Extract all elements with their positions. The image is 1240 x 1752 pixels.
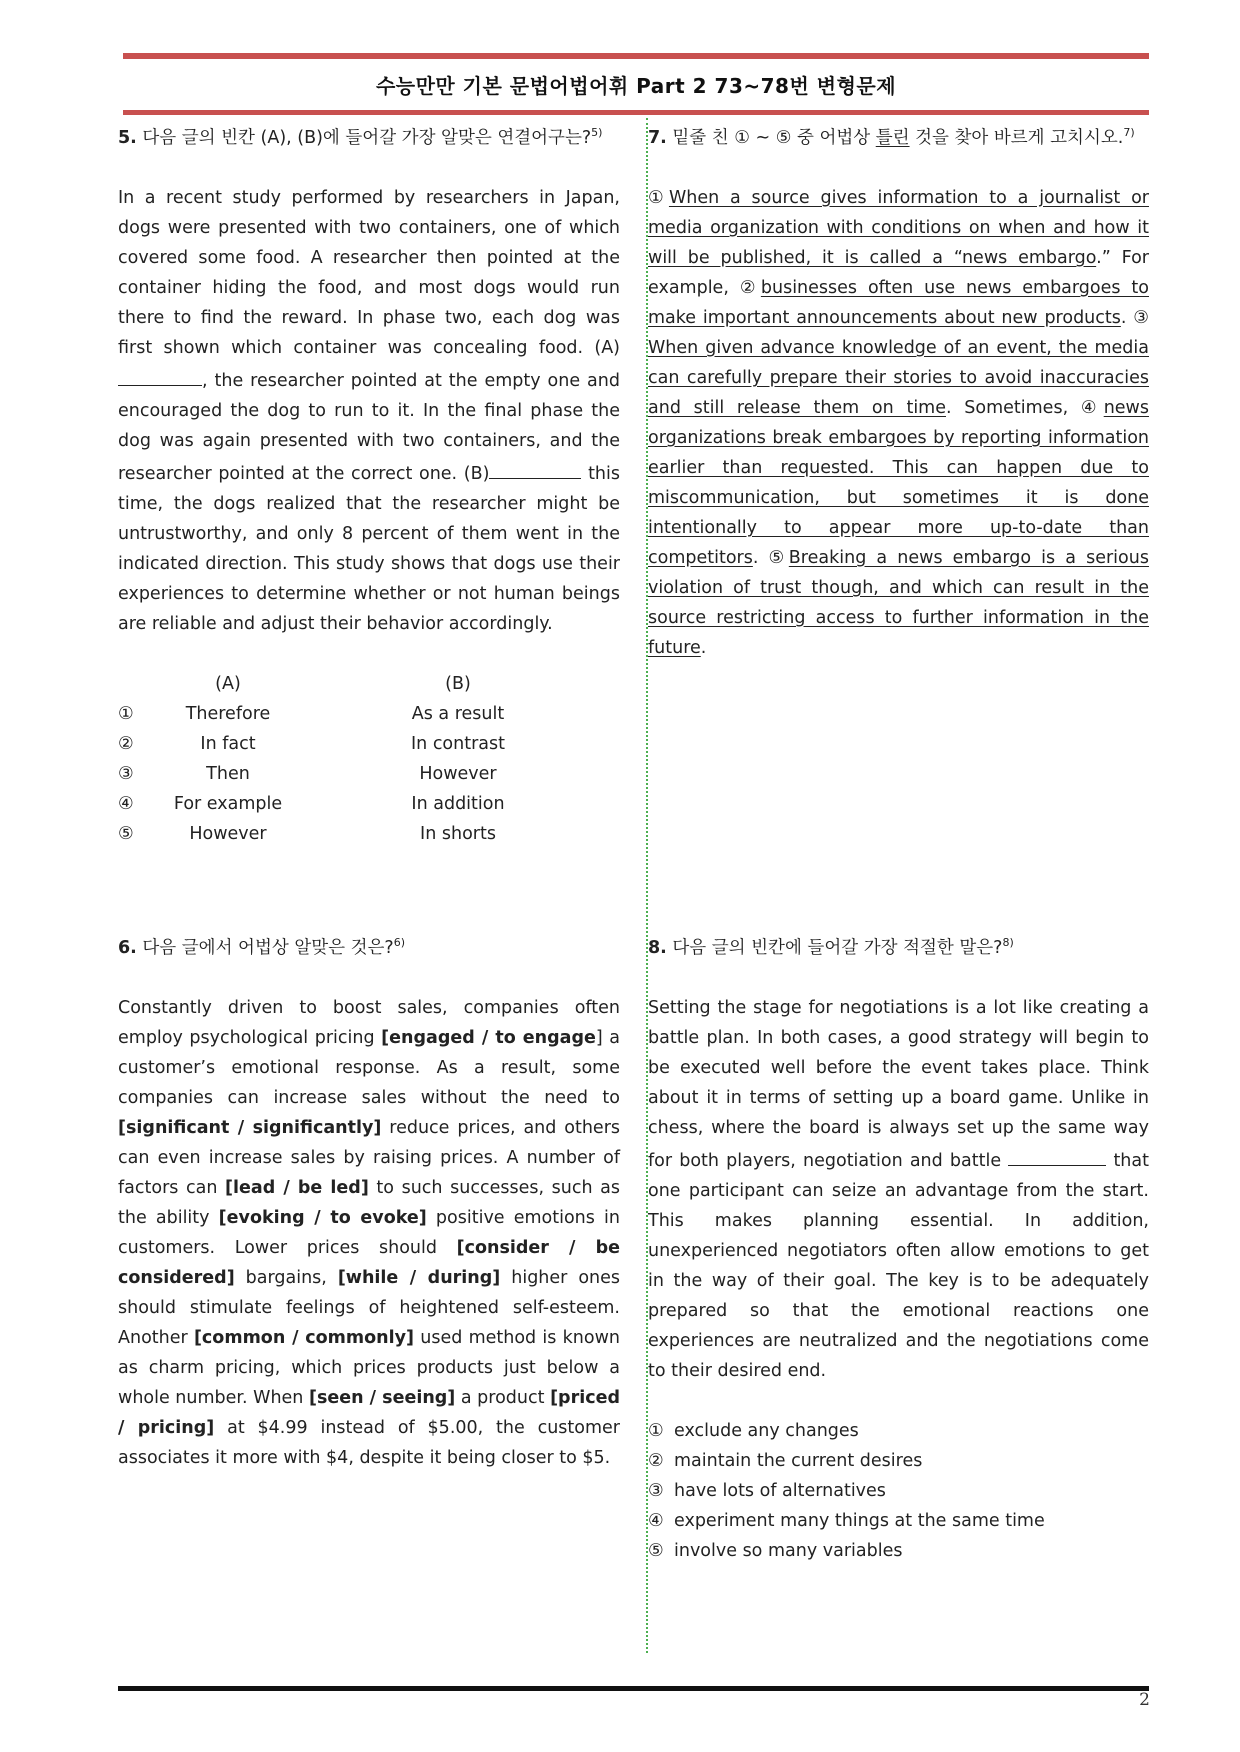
passage-text: In a recent study performed by researchers in Japan, dogs were presented with two containers, one of which covered some food. A researcher then pointed at the container hiding the food, and most dogs would run there to find the reward. In phase two, each dog was first shown which container was concealing food. (A) bbox=[118, 188, 620, 358]
question-8-prompt bbox=[648, 933, 1149, 963]
question-6-passage bbox=[118, 993, 620, 1473]
choice-text: maintain the current desires bbox=[674, 1451, 923, 1471]
marker-3: ③ bbox=[1133, 308, 1149, 328]
question-6 bbox=[118, 933, 620, 1473]
passage-text: . Sometimes, bbox=[946, 398, 1081, 418]
passage-text: . bbox=[700, 638, 707, 658]
grammar-choice: [evoking / to evoke] bbox=[218, 1208, 427, 1228]
question-6-prompt bbox=[118, 933, 620, 963]
underlined-segment-4: news organizations break embargoes by reporting information earlier than requested. This can happen due to miscommunication, but sometimes it is done intentionally to appear more up-to-date than competitors bbox=[648, 398, 1149, 568]
footnote-ref: 5) bbox=[591, 126, 603, 140]
footnote-ref: 6) bbox=[393, 936, 406, 950]
underlined-segment-2: businesses often use news embargoes to make important announcements about new products bbox=[648, 278, 1149, 328]
footnote-ref: 8) bbox=[1002, 936, 1014, 950]
option-a: Then bbox=[206, 764, 250, 784]
answer-choice[interactable] bbox=[648, 1446, 1149, 1476]
grammar-choice: [priced / pricing] bbox=[118, 1388, 620, 1438]
choice-text: involve so many variables bbox=[674, 1541, 903, 1561]
option-number: ① bbox=[118, 704, 134, 724]
answer-option[interactable] bbox=[118, 819, 620, 849]
passage-text: positive emotions in customers. Lower prices should bbox=[118, 1208, 620, 1258]
choice-number: ② bbox=[648, 1451, 664, 1471]
passage-text: .” For example, bbox=[648, 248, 1149, 298]
question-number: 8. bbox=[648, 938, 667, 958]
option-b: In contrast bbox=[411, 734, 505, 754]
prompt-text: 다음 글에서 어법상 알맞은 것은? bbox=[142, 938, 394, 958]
grammar-choice: [common / commonly] bbox=[193, 1328, 414, 1348]
grammar-choice: [lead / be led] bbox=[225, 1178, 369, 1198]
prompt-text: 다음 글의 빈칸 (A), (B)에 들어갈 가장 알맞은 연결어구는? bbox=[142, 128, 592, 148]
passage-text: bargains, bbox=[234, 1268, 338, 1288]
passage-text: ] a customer’s emotional response. As a result, some companies can increase sales without the need to bbox=[118, 1028, 620, 1108]
answer-option[interactable] bbox=[118, 789, 620, 819]
header-top-rule bbox=[123, 53, 1149, 59]
passage-text: Constantly driven to boost sales, companies often employ psychological pricing bbox=[118, 998, 620, 1048]
marker-5: ⑤ bbox=[768, 548, 789, 568]
underlined-segment-3: When given advance knowledge of an event, the media can carefully prepare their stories to avoid inaccuracies and still release them on time bbox=[648, 338, 1149, 418]
option-a: For example bbox=[173, 794, 283, 814]
question-8 bbox=[648, 933, 1149, 1566]
option-number: ⑤ bbox=[118, 824, 134, 844]
question-5-prompt bbox=[118, 123, 620, 153]
column-a-label: (A) bbox=[215, 674, 241, 694]
passage-text: higher ones should stimulate feelings of heightened self-esteem. Another bbox=[118, 1268, 620, 1348]
option-a: However bbox=[189, 824, 267, 844]
grammar-choice: [seen / seeing] bbox=[308, 1388, 456, 1408]
underlined-segment-1: When a source gives information to a journalist or media organization with conditions on when and how it will be published, it is called a “news embargo bbox=[648, 188, 1149, 268]
page-number: 2 bbox=[1139, 1690, 1150, 1710]
passage-text: reduce prices, and others can even increase sales by raising prices. A number of factors can bbox=[118, 1118, 621, 1198]
answer-option[interactable] bbox=[118, 699, 620, 729]
grammar-choice: [while / during] bbox=[337, 1268, 501, 1288]
question-number: 5. bbox=[118, 128, 137, 148]
blank-a bbox=[118, 363, 202, 386]
underlined-segment-5: Breaking a news embargo is a serious violation of trust though, and which can result in the source restricting access to further information in the future bbox=[648, 548, 1149, 658]
prompt-text: 것을 찾아 바르게 고치시오. bbox=[909, 128, 1124, 148]
option-number: ③ bbox=[118, 764, 134, 784]
question-7 bbox=[648, 123, 1149, 663]
question-8-passage bbox=[648, 993, 1149, 1386]
passage-text: Setting the stage for negotiations is a lot like creating a battle plan. In both cases, a good strategy will begin to be executed well before the event takes place. Think about it in terms of setting up a board game. Unlike in chess, where the board is always set up the same way for both players, negotiation and battle bbox=[648, 998, 1149, 1171]
options-header bbox=[118, 669, 620, 699]
choice-text: exclude any changes bbox=[674, 1421, 859, 1441]
footnote-ref: 7) bbox=[1123, 126, 1135, 140]
prompt-underlined: 틀린 bbox=[875, 128, 910, 148]
question-7-passage bbox=[648, 183, 1149, 663]
option-a: In fact bbox=[200, 734, 256, 754]
question-5 bbox=[118, 123, 620, 849]
answer-choice[interactable] bbox=[648, 1476, 1149, 1506]
question-5-passage bbox=[118, 183, 620, 639]
choice-text: have lots of alternatives bbox=[674, 1481, 886, 1501]
prompt-text: 다음 글의 빈칸에 들어갈 가장 적절한 말은? bbox=[672, 938, 1003, 958]
column-b-label: (B) bbox=[445, 674, 471, 694]
prompt-text: 밑줄 친 ① ~ ⑤ 중 어법상 bbox=[672, 128, 876, 148]
answer-choice[interactable] bbox=[648, 1506, 1149, 1536]
grammar-choice: [significant / significantly] bbox=[118, 1118, 382, 1138]
passage-text: a product bbox=[455, 1388, 551, 1408]
answer-choices bbox=[648, 1416, 1149, 1566]
marker-4: ④ bbox=[1080, 398, 1104, 418]
choice-number: ③ bbox=[648, 1481, 664, 1501]
option-a: Therefore bbox=[185, 704, 271, 724]
choice-number: ⑤ bbox=[648, 1541, 664, 1561]
answer-option[interactable] bbox=[118, 729, 620, 759]
choice-number: ① bbox=[648, 1421, 664, 1441]
question-number: 6. bbox=[118, 938, 137, 958]
marker-2: ② bbox=[739, 278, 761, 298]
choice-text: experiment many things at the same time bbox=[674, 1511, 1045, 1531]
passage-text: , the researcher pointed at the empty one and encouraged the dog to run to it. In the final phase the dog was again presented with two containers, and the researcher pointed at the correct one. (B) bbox=[118, 371, 620, 484]
passage-text: at $4.99 instead of $5.00, the customer associates it more with $4, despite it being closer to $5. bbox=[118, 1418, 621, 1468]
option-b: In addition bbox=[411, 794, 505, 814]
header-bottom-rule bbox=[123, 110, 1149, 115]
blank-b bbox=[489, 456, 581, 479]
answer-options bbox=[118, 669, 620, 849]
question-7-prompt bbox=[648, 123, 1149, 153]
option-number: ② bbox=[118, 734, 134, 754]
passage-text: used method is known as charm pricing, which prices products just below a whole number. When bbox=[118, 1328, 620, 1408]
grammar-choice: [engaged / to engage bbox=[381, 1028, 596, 1048]
marker-1: ① bbox=[648, 188, 669, 208]
passage-text: . bbox=[1120, 308, 1134, 328]
choice-number: ④ bbox=[648, 1511, 664, 1531]
footer-rule bbox=[118, 1686, 1149, 1691]
grammar-choice: [consider / be considered] bbox=[118, 1238, 620, 1288]
option-b: However bbox=[419, 764, 497, 784]
passage-text: to such successes, such as the ability bbox=[118, 1178, 620, 1228]
passage-text: that one participant can seize an advantage from the start. This makes planning essential. In addition, unexperienced negotiators often allow emotions to get in the way of their goal. The key is to be adequately prepared so that the emotional reactions one experiences are neutralized and the negotiations come to their desired end. bbox=[648, 1151, 1149, 1381]
option-b: As a result bbox=[411, 704, 505, 724]
answer-choice[interactable] bbox=[648, 1416, 1149, 1446]
option-b: In shorts bbox=[420, 824, 496, 844]
passage-text: this time, the dogs realized that the researcher might be untrustworthy, and only 8 percent of them went in the indicated direction. This study shows that dogs use their experiences to determine whether or not human beings are reliable and adjust their behavior accordingly. bbox=[118, 464, 620, 634]
answer-choice[interactable] bbox=[648, 1536, 1149, 1566]
question-number: 7. bbox=[648, 128, 667, 148]
answer-option[interactable] bbox=[118, 759, 620, 789]
page-title: 수능만만 기본 문법어법어휘 Part 2 73~78번 변형문제 bbox=[375, 74, 897, 98]
option-number: ④ bbox=[118, 794, 134, 814]
blank bbox=[1008, 1143, 1106, 1166]
passage-text: . bbox=[752, 548, 769, 568]
